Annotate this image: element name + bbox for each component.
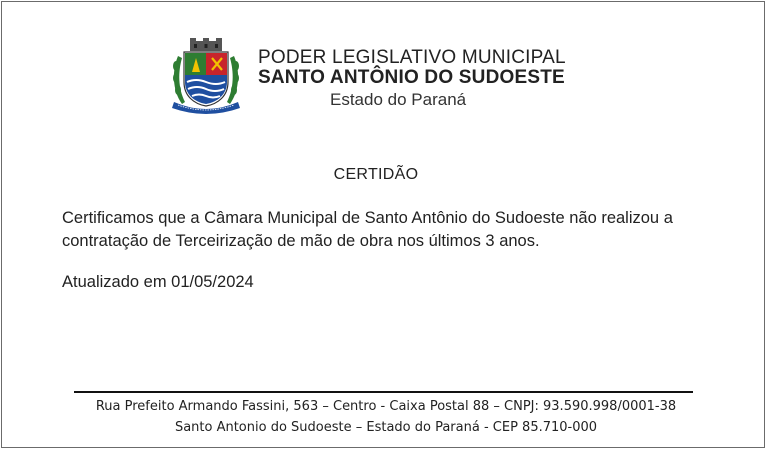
document-frame xyxy=(1,1,765,448)
organization-name: PODER LEGISLATIVO MUNICIPAL xyxy=(258,47,566,68)
municipality-name: SANTO ANTÔNIO DO SUDOESTE xyxy=(258,67,565,88)
footer-city: Santo Antonio do Sudoeste – Estado do Paraná - CEP 85.710-000 xyxy=(174,420,598,435)
organization-header xyxy=(258,47,618,109)
updated-date: Atualizado em 01/05/2024 xyxy=(62,273,254,291)
footer-address: Rua Prefeito Armando Fassini, 563 – Centro - Caixa Postal 88 – CNPJ: 93.590.998/0001-38 xyxy=(95,399,677,414)
state-name: Estado do Paraná xyxy=(330,90,467,109)
coat-of-arms-icon xyxy=(168,38,244,114)
footer-divider xyxy=(74,391,693,393)
certificate-body: Certificamos que a Câmara Municipal de Santo Antônio do Sudoeste não realizou a contratação de Terceirização de mão de obra nos últimos 3 anos. xyxy=(62,209,673,250)
document-title: CERTIDÃO xyxy=(333,166,419,183)
